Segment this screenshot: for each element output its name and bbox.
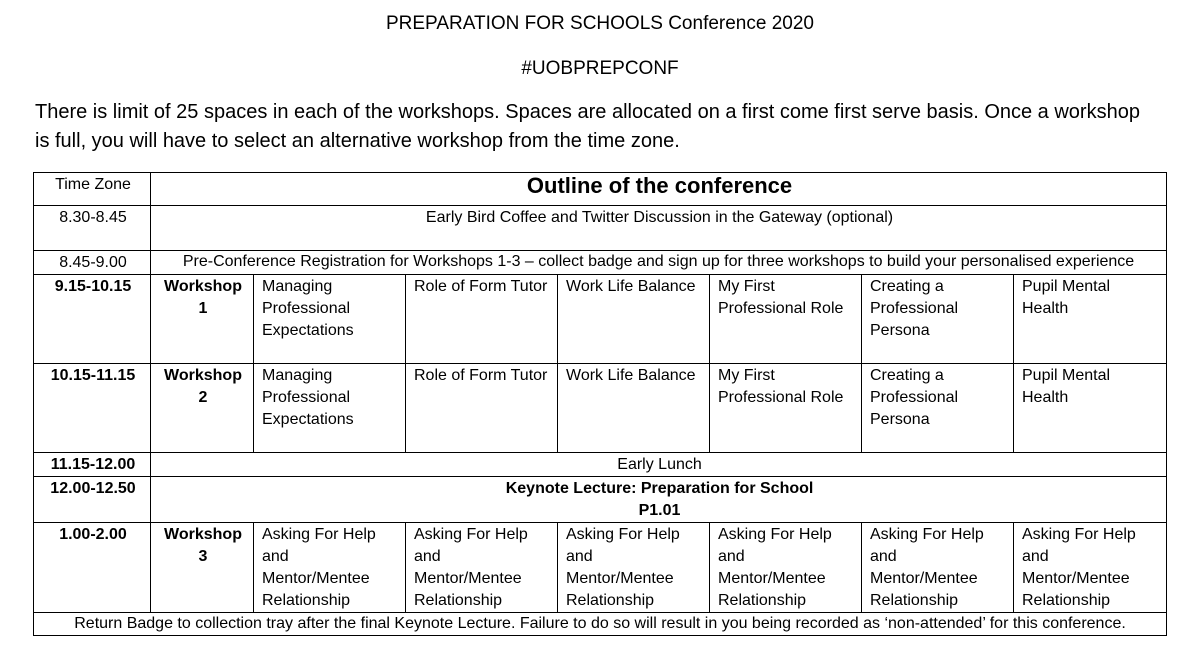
workshop-row [34, 364, 1167, 453]
workshop-label: Workshop 1 [151, 275, 254, 364]
time-cell: 10.15-11.15 [34, 364, 151, 453]
workshop-session: Asking For Help and Mentor/Mentee Relationship [406, 523, 558, 613]
workshop-session: My First Professional Role [710, 275, 862, 364]
keynote-room: P1.01 [638, 502, 681, 519]
workshop-session: Work Life Balance [558, 364, 710, 453]
activity-cell: Pre-Conference Registration for Workshops 1-3 – collect badge and sign up for three workshops to build your personalised experience [151, 251, 1167, 275]
table-row [34, 206, 1167, 251]
workshop-session: Role of Form Tutor [406, 275, 558, 364]
intro-paragraph: There is limit of 25 spaces in each of the workshops. Spaces are allocated on a first come first serve basis. Once a workshop is full, you will have to select an alternative workshop from the time zone. [35, 101, 1140, 152]
keynote-cell [151, 477, 1167, 523]
workshop-session: Pupil Mental Health [1014, 364, 1167, 453]
time-cell: 12.00-12.50 [34, 477, 151, 523]
time-zone-header: Time Zone [34, 173, 151, 206]
workshop-row [34, 523, 1167, 613]
footer-row [34, 613, 1167, 636]
workshop-session: Managing Professional Expectations [254, 364, 406, 453]
table-row [34, 453, 1167, 477]
workshop-session: Asking For Help and Mentor/Mentee Relationship [1014, 523, 1167, 613]
workshop-session: My First Professional Role [710, 364, 862, 453]
workshop-session: Creating a Professional Persona [862, 275, 1014, 364]
workshop-session: Creating a Professional Persona [862, 364, 1014, 453]
workshop-session: Pupil Mental Health [1014, 275, 1167, 364]
workshop-session: Work Life Balance [558, 275, 710, 364]
table-row [34, 251, 1167, 275]
workshop-label: Workshop 3 [151, 523, 254, 613]
conference-outline-table [33, 172, 1167, 636]
footer-note: Return Badge to collection tray after the final Keynote Lecture. Failure to do so will result in you being recorded as ‘non-attended’ for this conference. [34, 613, 1167, 636]
workshop-session: Managing Professional Expectations [254, 275, 406, 364]
time-cell: 8.30-8.45 [34, 206, 151, 251]
activity-cell: Early Lunch [151, 453, 1167, 477]
workshop-session: Asking For Help and Mentor/Mentee Relationship [710, 523, 862, 613]
time-cell: 1.00-2.00 [34, 523, 151, 613]
workshop-session: Role of Form Tutor [406, 364, 558, 453]
workshop-label: Workshop 2 [151, 364, 254, 453]
table-row [34, 477, 1167, 523]
hashtag: #UOBPREPCONF [521, 58, 679, 79]
time-cell: 8.45-9.00 [34, 251, 151, 275]
workshop-row [34, 275, 1167, 364]
header-row [34, 173, 1167, 206]
workshop-session: Asking For Help and Mentor/Mentee Relationship [558, 523, 710, 613]
workshop-session: Asking For Help and Mentor/Mentee Relationship [254, 523, 406, 613]
workshop-session: Asking For Help and Mentor/Mentee Relationship [862, 523, 1014, 613]
outline-heading: Outline of the conference [151, 173, 1167, 206]
keynote-title: Keynote Lecture: Preparation for School [505, 480, 814, 497]
document-title: PREPARATION FOR SCHOOLS Conference 2020 [385, 13, 814, 34]
activity-cell: Early Bird Coffee and Twitter Discussion in the Gateway (optional) [151, 206, 1167, 251]
time-cell: 11.15-12.00 [34, 453, 151, 477]
time-cell: 9.15-10.15 [34, 275, 151, 364]
